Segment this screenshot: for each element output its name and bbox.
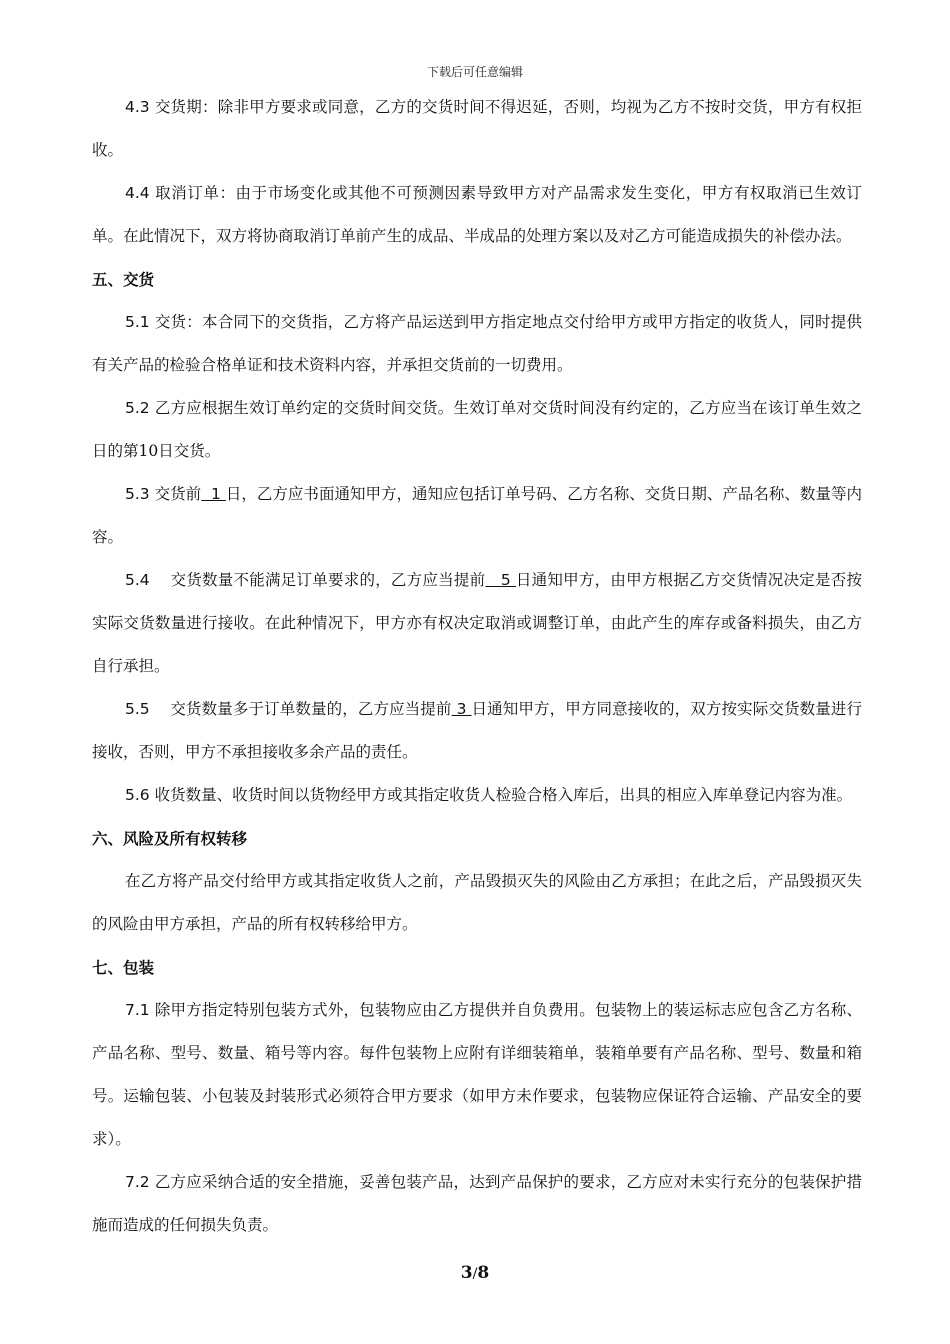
clause-number: 7.2 — [125, 1173, 150, 1191]
page-number — [0, 1262, 950, 1285]
paragraph-text: 日通知甲方，甲方同意接收的，双方按实际交货数量进行接收，否则，甲方不承担接收多余产品的责任。 — [92, 700, 862, 761]
paragraph — [92, 301, 862, 387]
paragraph-text: 交货：本合同下的交货指，乙方将产品运送到甲方指定地点交付给甲方或甲方指定的收货人，同时提供有关产品的检验合格单证和技术资料内容，并承担交货前的一切费用。 — [92, 313, 862, 374]
paragraph — [92, 473, 862, 559]
clause-number: 7.1 — [125, 1001, 150, 1019]
clause-number: 5.1 — [125, 313, 150, 331]
clause-number: 5.3 — [125, 485, 150, 503]
header-text: 下载后可任意编辑 — [426, 65, 523, 79]
filled-blank: 5 — [485, 571, 516, 589]
clause-number: 4.3 — [125, 98, 150, 116]
filled-blank: 3 — [451, 700, 472, 718]
paragraph-text: 交货数量多于订单数量的，乙方应当提前 — [154, 700, 452, 718]
paragraph — [92, 172, 862, 258]
section-heading: 五、交货 — [92, 270, 155, 289]
filled-blank: 1 — [201, 485, 226, 503]
page-header — [0, 64, 950, 80]
paragraph-text: 除甲方指定特别包装方式外，包装物应由乙方提供并自负费用。包装物上的装运标志应包含乙方名称、产品名称、型号、数量、箱号等内容。每件包装物上应附有详细装箱单，装箱单要有产品名称、型号、数量和箱号。运输包装、小包装及封装形式必须符合甲方要求（如甲方未作要求，包装物应保证符合运输、产品安全的要求）。 — [92, 1001, 862, 1148]
paragraph-text: 日，乙方应书面通知甲方，通知应包括订单号码、乙方名称、交货日期、产品名称、数量等内容。 — [92, 485, 862, 546]
paragraph — [92, 559, 862, 688]
page-separator: / — [472, 1266, 478, 1282]
clause-number: 5.4 — [125, 571, 150, 589]
paragraph — [92, 860, 862, 946]
clause-number: 5.6 — [125, 786, 150, 804]
clause-number: 4.4 — [125, 184, 150, 202]
clause-number: 5.2 — [125, 399, 150, 417]
paragraph-text: 交货前 — [154, 485, 202, 503]
paragraph-text: 乙方应根据生效订单约定的交货时间交货。生效订单对交货时间没有约定的，乙方应当在该订单生效之日的第10日交货。 — [92, 399, 862, 460]
clause-number: 5.5 — [125, 700, 150, 718]
total-pages: 8 — [477, 1263, 490, 1283]
paragraph — [92, 387, 862, 473]
paragraph-text: 取消订单：由于市场变化或其他不可预测因素导致甲方对产品需求发生变化，甲方有权取消已生效订单。在此情况下，双方将协商取消订单前产生的成品、半成品的处理方案以及对乙方可能造成损失的补偿办法。 — [92, 184, 862, 245]
paragraph-text: 乙方应采纳合适的安全措施，妥善包装产品，达到产品保护的要求，乙方应对未实行充分的包装保护措施而造成的任何损失负责。 — [92, 1173, 862, 1234]
paragraph — [92, 989, 862, 1161]
paragraph-text: 日通知甲方，由甲方根据乙方交货情况决定是否按实际交货数量进行接收。在此种情况下，甲方亦有权决定取消或调整订单，由此产生的库存或备料损失，由乙方自行承担。 — [92, 571, 862, 675]
paragraph-text: 交货期：除非甲方要求或同意，乙方的交货时间不得迟延，否则，均视为乙方不按时交货，甲方有权拒收。 — [92, 98, 862, 159]
paragraph-text: 在乙方将产品交付给甲方或其指定收货人之前，产品毁损灭失的风险由乙方承担；在此之后，产品毁损灭失的风险由甲方承担，产品的所有权转移给甲方。 — [92, 872, 862, 933]
document-body — [92, 86, 862, 1247]
section-heading: 六、风险及所有权转移 — [92, 829, 248, 848]
paragraph — [92, 86, 862, 172]
current-page: 3 — [460, 1263, 473, 1283]
section-heading: 七、包装 — [92, 958, 155, 977]
paragraph — [92, 688, 862, 774]
paragraph — [92, 774, 862, 817]
paragraph — [92, 1161, 862, 1247]
paragraph-text: 交货数量不能满足订单要求的，乙方应当提前 — [154, 571, 486, 589]
paragraph-text: 收货数量、收货时间以货物经甲方或其指定收货人检验合格入库后，出具的相应入库单登记内容为准。 — [154, 786, 853, 804]
